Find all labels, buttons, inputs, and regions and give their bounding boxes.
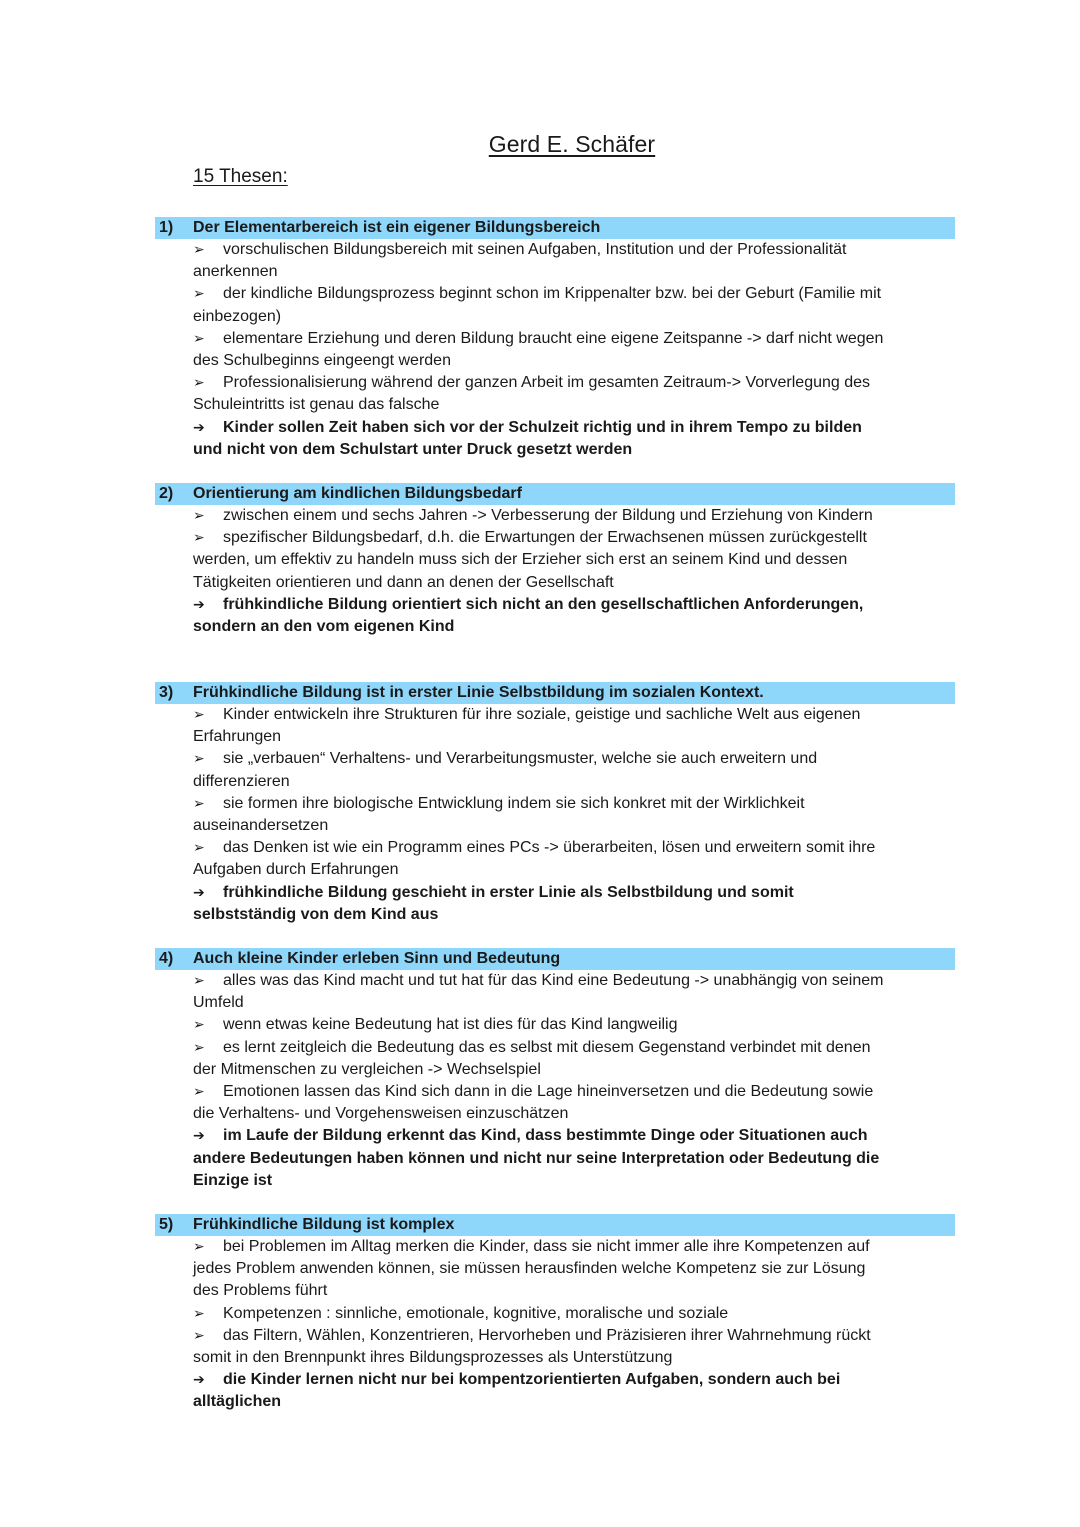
bullet-arrow-icon: ➢	[193, 375, 205, 392]
list-item: ➢ Emotionen lassen das Kind sich dann in die Lage hineinversetzen und die Bedeutung sowie die Verhaltens- und Vorgehensweisen einzuschätzen	[193, 1083, 874, 1123]
thesis-1	[155, 217, 955, 461]
bullet-arrow-icon: ➢	[193, 330, 205, 347]
bullet-arrow-icon: ➢	[193, 1305, 205, 1322]
thesis-title: Auch kleine Kinder erleben Sinn und Bedeutung	[193, 950, 561, 967]
list-item: ➢ bei Problemen im Alltag merken die Kinder, dass sie nicht immer alle ihre Kompetenzen auf jedes Problem anwenden können, sie müssen herausfinden welche Kompetenz sie zur Lösung des Problems führt	[193, 1238, 870, 1300]
bullet-arrow-icon: ➢	[193, 795, 205, 812]
bullet-arrow-icon: ➢	[193, 1239, 205, 1255]
bullet-arrow-icon: ➢	[193, 751, 205, 768]
list-item: ➢ sie formen ihre biologische Entwicklung indem sie sich konkret mit der Wirklichkeit auseinandersetzen	[193, 794, 805, 835]
list-item: ➢ elementare Erziehung und deren Bildung braucht eine eigene Zeitspanne -> darf nicht wegen des Schulbeginns eingeengt werden	[193, 329, 884, 370]
thesis-title: Frühkindliche Bildung ist komplex	[193, 1216, 455, 1233]
bullet-arrow-icon: ➢	[193, 973, 205, 989]
thesis-2	[155, 483, 955, 638]
thesis-number: 4)	[159, 950, 174, 967]
conclusion: ➔ im Laufe der Bildung erkennt das Kind, dass bestimmte Dinge oder Situationen auch andere Bedeutungen haben können und nicht nur seine Interpretation oder Bedeutung die Einzige ist	[193, 1127, 880, 1189]
list-item: ➢ wenn etwas keine Bedeutung hat ist dies für das Kind langweilig	[193, 1014, 893, 1036]
list-item: ➢ spezifischer Bildungsbedarf, d.h. die Erwartungen der Erwachsenen müssen zurückgestellt werden, um effektiv zu handeln muss sich der Erzieher sich erst an seinem Kind und dessen Tätigkeiten orientieren und dann an denen der Gesellschaft	[193, 529, 867, 591]
thesis-number: 1)	[159, 219, 174, 236]
thesis-header	[155, 948, 955, 970]
thesis-number: 3)	[159, 684, 174, 701]
list-item: ➢ das Filtern, Wählen, Konzentrieren, Hervorheben und Präzisieren ihrer Wahrnehmung rückt somit in den Brennpunkt ihres Bildungsprozesses als Unterstützung	[193, 1326, 871, 1367]
conclusion-arrow-icon: ➔	[193, 1372, 205, 1389]
thesis-body	[193, 970, 893, 1192]
list-item: ➢ Professionalisierung während der ganzen Arbeit im gesamten Zeitraum-> Vorverlegung des Schuleintritts ist genau das falsche	[193, 374, 871, 414]
thesis-header	[155, 483, 955, 505]
list-item: ➢ der kindliche Bildungsprozess beginnt schon im Krippenalter bzw. bei der Geburt (Familie mit einbezogen)	[193, 285, 882, 325]
bullet-arrow-icon: ➢	[193, 707, 205, 723]
conclusion-arrow-icon: ➔	[193, 884, 205, 901]
list-item: ➢ das Denken ist wie ein Programm eines PCs -> überarbeiten, lösen und erweitern somit ihre Aufgaben durch Erfahrungen	[193, 839, 876, 879]
document-title: Gerd E. Schäfer	[488, 131, 656, 157]
list-item: ➢ Kinder entwickeln ihre Strukturen für ihre soziale, geistige und sachliche Welt aus eigenen Erfahrungen	[193, 706, 861, 746]
thesis-body	[193, 704, 893, 926]
thesis-number: 5)	[159, 1216, 174, 1233]
bullet-arrow-icon: ➢	[193, 1039, 205, 1056]
thesis-4	[155, 948, 955, 1192]
bullet-arrow-icon: ➢	[193, 1017, 205, 1034]
thesis-header	[155, 217, 955, 239]
conclusion: ➔ Kinder sollen Zeit haben sich vor der Schulzeit richtig und in ihrem Tempo zu bilden und nicht von dem Schulstart unter Druck gesetzt werden	[193, 418, 862, 458]
conclusion: ➔ frühkindliche Bildung geschieht in erster Linie als Selbstbildung und somit selbstständig von dem Kind aus	[193, 883, 794, 923]
thesis-body	[193, 239, 893, 461]
thesis-5	[155, 1214, 955, 1414]
thesis-body	[193, 1236, 893, 1414]
list-item: ➢ es lernt zeitgleich die Bedeutung das es selbst mit diesem Gegenstand verbindet mit denen der Mitmenschen zu vergleichen -> Wechselspiel	[193, 1038, 871, 1078]
document-subtitle: 15 Thesen:	[193, 166, 288, 187]
conclusion-arrow-icon: ➔	[193, 419, 205, 436]
thesis-body	[193, 505, 893, 638]
thesis-title: Der Elementarbereich ist ein eigener Bildungsbereich	[193, 219, 601, 236]
list-item: ➢ zwischen einem und sechs Jahren -> Verbesserung der Bildung und Erziehung von Kindern	[193, 505, 893, 527]
thesis-number: 2)	[159, 485, 174, 502]
thesis-header	[155, 682, 955, 704]
list-item: ➢ vorschulischen Bildungsbereich mit seinen Aufgaben, Institution und der Professionalität anerkennen	[193, 241, 847, 281]
thesis-title: Frühkindliche Bildung ist in erster Linie Selbstbildung im sozialen Kontext.	[193, 684, 764, 701]
thesis-3	[155, 682, 955, 926]
bullet-arrow-icon: ➢	[193, 1327, 205, 1344]
bullet-arrow-icon: ➢	[193, 1084, 205, 1101]
bullet-arrow-icon: ➢	[193, 286, 205, 303]
bullet-arrow-icon: ➢	[193, 530, 205, 547]
bullet-arrow-icon: ➢	[193, 242, 205, 258]
list-item: ➢ alles was das Kind macht und tut hat für das Kind eine Bedeutung -> unabhängig von seinem Umfeld	[193, 972, 884, 1012]
conclusion-arrow-icon: ➔	[193, 596, 205, 613]
bullet-arrow-icon: ➢	[193, 840, 205, 857]
thesis-title: Orientierung am kindlichen Bildungsbedarf	[193, 485, 522, 502]
list-item: ➢ Kompetenzen : sinnliche, emotionale, kognitive, moralische und soziale	[193, 1303, 893, 1325]
conclusion-arrow-icon: ➔	[193, 1128, 205, 1145]
conclusion: ➔ frühkindliche Bildung orientiert sich nicht an den gesellschaftlichen Anforderungen, sondern an den vom eigenen Kind	[193, 595, 864, 636]
list-item: ➢ sie „verbauen“ Verhaltens- und Verarbeitungsmuster, welche sie auch erweitern und differenzieren	[193, 750, 818, 790]
conclusion: ➔ die Kinder lernen nicht nur bei kompentzorientierten Aufgaben, sondern auch bei alltäglichen	[193, 1371, 841, 1411]
thesis-header	[155, 1214, 955, 1236]
bullet-arrow-icon: ➢	[193, 508, 205, 524]
